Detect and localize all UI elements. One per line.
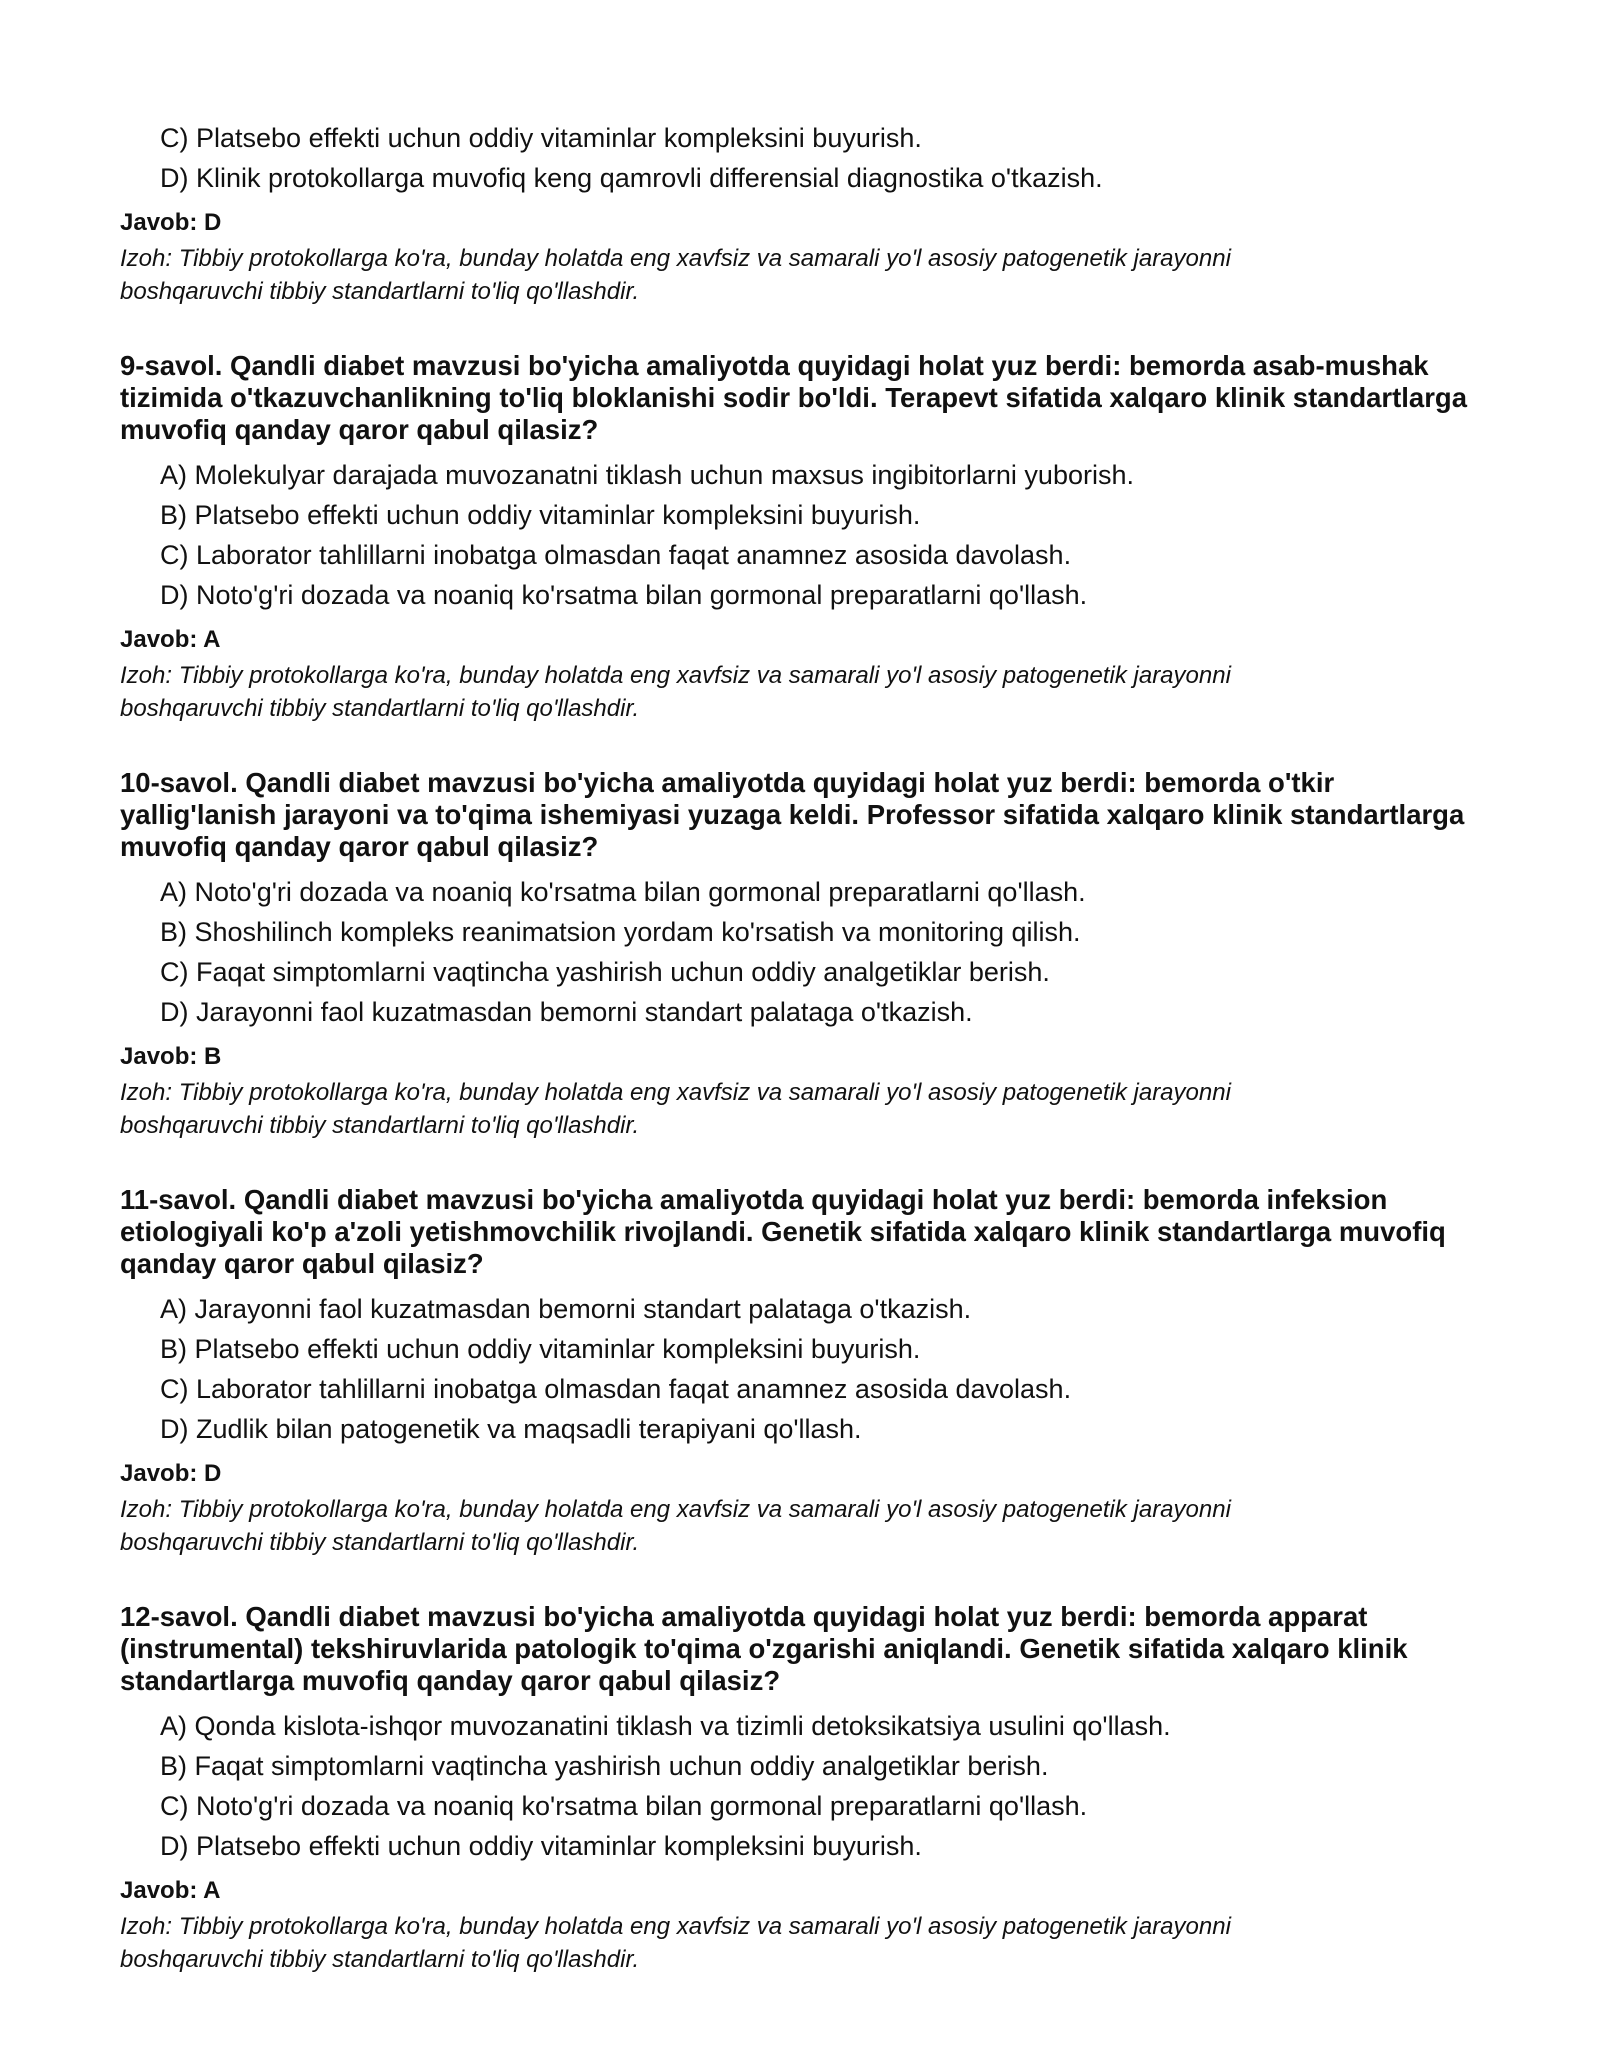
option-c: C) Noto'g'ri dozada va noaniq ko'rsatma bilan gormonal preparatlarni qo'llash. bbox=[160, 1791, 1088, 1821]
option-c: C) Laborator tahlillarni inobatga olmasdan faqat anamnez asosida davolash. bbox=[160, 1374, 1072, 1404]
answer-label: Javob: A bbox=[120, 1877, 221, 1904]
option-list bbox=[120, 118, 1490, 198]
question-12 bbox=[120, 1601, 1490, 1976]
answer-label: Javob: D bbox=[120, 209, 222, 236]
option-list bbox=[120, 455, 1490, 615]
question-9 bbox=[120, 350, 1490, 725]
option-a: A) Molekulyar darajada muvozanatni tiklash uchun maxsus ingibitorlarni yuborish. bbox=[160, 460, 1134, 490]
question-text: 11-savol. Qandli diabet mavzusi bo'yicha amaliyotda quyidagi holat yuz berdi: bemorda infeksion etiologiyali ko'p a'zoli yetishmovchilik rivojlandi. Genetik sifatida xalqaro klinik standartlarga muvofiq qanday qaror qabul qilasiz? bbox=[120, 1184, 1446, 1279]
option-d: D) Platsebo effekti uchun oddiy vitaminlar kompleksini buyurish. bbox=[160, 1831, 922, 1861]
question-text: 12-savol. Qandli diabet mavzusi bo'yicha amaliyotda quyidagi holat yuz berdi: bemorda apparat (instrumental) tekshiruvlarida patologik to'qima o'zgarishi aniqlandi. Genetik sifatida xalqaro klinik standartlarga muvofiq qanday qaror qabul qilasiz? bbox=[120, 1601, 1408, 1696]
option-b: B) Platsebo effekti uchun oddiy vitaminlar kompleksini buyurish. bbox=[160, 1334, 921, 1364]
option-d: D) Klinik protokollarga muvofiq keng qamrovli differensial diagnostika o'tkazish. bbox=[160, 163, 1103, 193]
explanation-note: Izoh: Tibbiy protokollarga ko'ra, bunday holatda eng xavfsiz va samarali yo'l asosiy patogenetik jarayonni boshqaruvchi tibbiy standartlarni to'liq qo'llashdir. bbox=[120, 245, 1231, 305]
explanation-note: Izoh: Tibbiy protokollarga ko'ra, bunday holatda eng xavfsiz va samarali yo'l asosiy patogenetik jarayonni boshqaruvchi tibbiy standartlarni to'liq qo'llashdir. bbox=[120, 1496, 1231, 1556]
answer-label: Javob: D bbox=[120, 1460, 222, 1487]
option-b: B) Platsebo effekti uchun oddiy vitaminlar kompleksini buyurish. bbox=[160, 500, 921, 530]
option-d: D) Jarayonni faol kuzatmasdan bemorni standart palataga o'tkazish. bbox=[160, 997, 973, 1027]
option-a: A) Qonda kislota-ishqor muvozanatini tiklash va tizimli detoksikatsiya usulini qo'llash. bbox=[160, 1711, 1171, 1741]
option-d: D) Noto'g'ri dozada va noaniq ko'rsatma bilan gormonal preparatlarni qo'llash. bbox=[160, 580, 1088, 610]
option-b: B) Shoshilinch kompleks reanimatsion yordam ko'rsatish va monitoring qilish. bbox=[160, 917, 1081, 947]
explanation-note: Izoh: Tibbiy protokollarga ko'ra, bunday holatda eng xavfsiz va samarali yo'l asosiy patogenetik jarayonni boshqaruvchi tibbiy standartlarni to'liq qo'llashdir. bbox=[120, 1913, 1231, 1973]
answer-label: Javob: B bbox=[120, 1043, 222, 1070]
question-11 bbox=[120, 1184, 1490, 1559]
option-list bbox=[120, 1706, 1490, 1866]
option-c: C) Laborator tahlillarni inobatga olmasdan faqat anamnez asosida davolash. bbox=[160, 540, 1072, 570]
explanation-note: Izoh: Tibbiy protokollarga ko'ra, bunday holatda eng xavfsiz va samarali yo'l asosiy patogenetik jarayonni boshqaruvchi tibbiy standartlarni to'liq qo'llashdir. bbox=[120, 1079, 1231, 1139]
option-a: A) Noto'g'ri dozada va noaniq ko'rsatma bilan gormonal preparatlarni qo'llash. bbox=[160, 877, 1086, 907]
explanation-note: Izoh: Tibbiy protokollarga ko'ra, bunday holatda eng xavfsiz va samarali yo'l asosiy patogenetik jarayonni boshqaruvchi tibbiy standartlarni to'liq qo'llashdir. bbox=[120, 662, 1231, 722]
option-b: B) Faqat simptomlarni vaqtincha yashirish uchun oddiy analgetiklar berish. bbox=[160, 1751, 1049, 1781]
answer-label: Javob: A bbox=[120, 626, 221, 653]
option-list bbox=[120, 872, 1490, 1032]
option-list bbox=[120, 1289, 1490, 1449]
question-10 bbox=[120, 767, 1490, 1142]
option-a: A) Jarayonni faol kuzatmasdan bemorni standart palataga o'tkazish. bbox=[160, 1294, 972, 1324]
question-text: 9-savol. Qandli diabet mavzusi bo'yicha amaliyotda quyidagi holat yuz berdi: bemorda asab-mushak tizimida o'tkazuvchanlikning to'liq bloklanishi sodir bo'ldi. Terapevt sifatida xalqaro klinik standartlarga muvofiq qanday qaror qabul qilasiz? bbox=[120, 350, 1468, 445]
question-8-continuation bbox=[120, 118, 1490, 308]
question-text: 10-savol. Qandli diabet mavzusi bo'yicha amaliyotda quyidagi holat yuz berdi: bemorda o'tkir yallig'lanish jarayoni va to'qima ishemiyasi yuzaga keldi. Professor sifatida xalqaro klinik standartlarga muvofiq qanday qaror qabul qilasiz? bbox=[120, 767, 1465, 862]
option-c: C) Faqat simptomlarni vaqtincha yashirish uchun oddiy analgetiklar berish. bbox=[160, 957, 1050, 987]
option-d: D) Zudlik bilan patogenetik va maqsadli terapiyani qo'llash. bbox=[160, 1414, 862, 1444]
option-c: C) Platsebo effekti uchun oddiy vitaminlar kompleksini buyurish. bbox=[160, 123, 922, 153]
